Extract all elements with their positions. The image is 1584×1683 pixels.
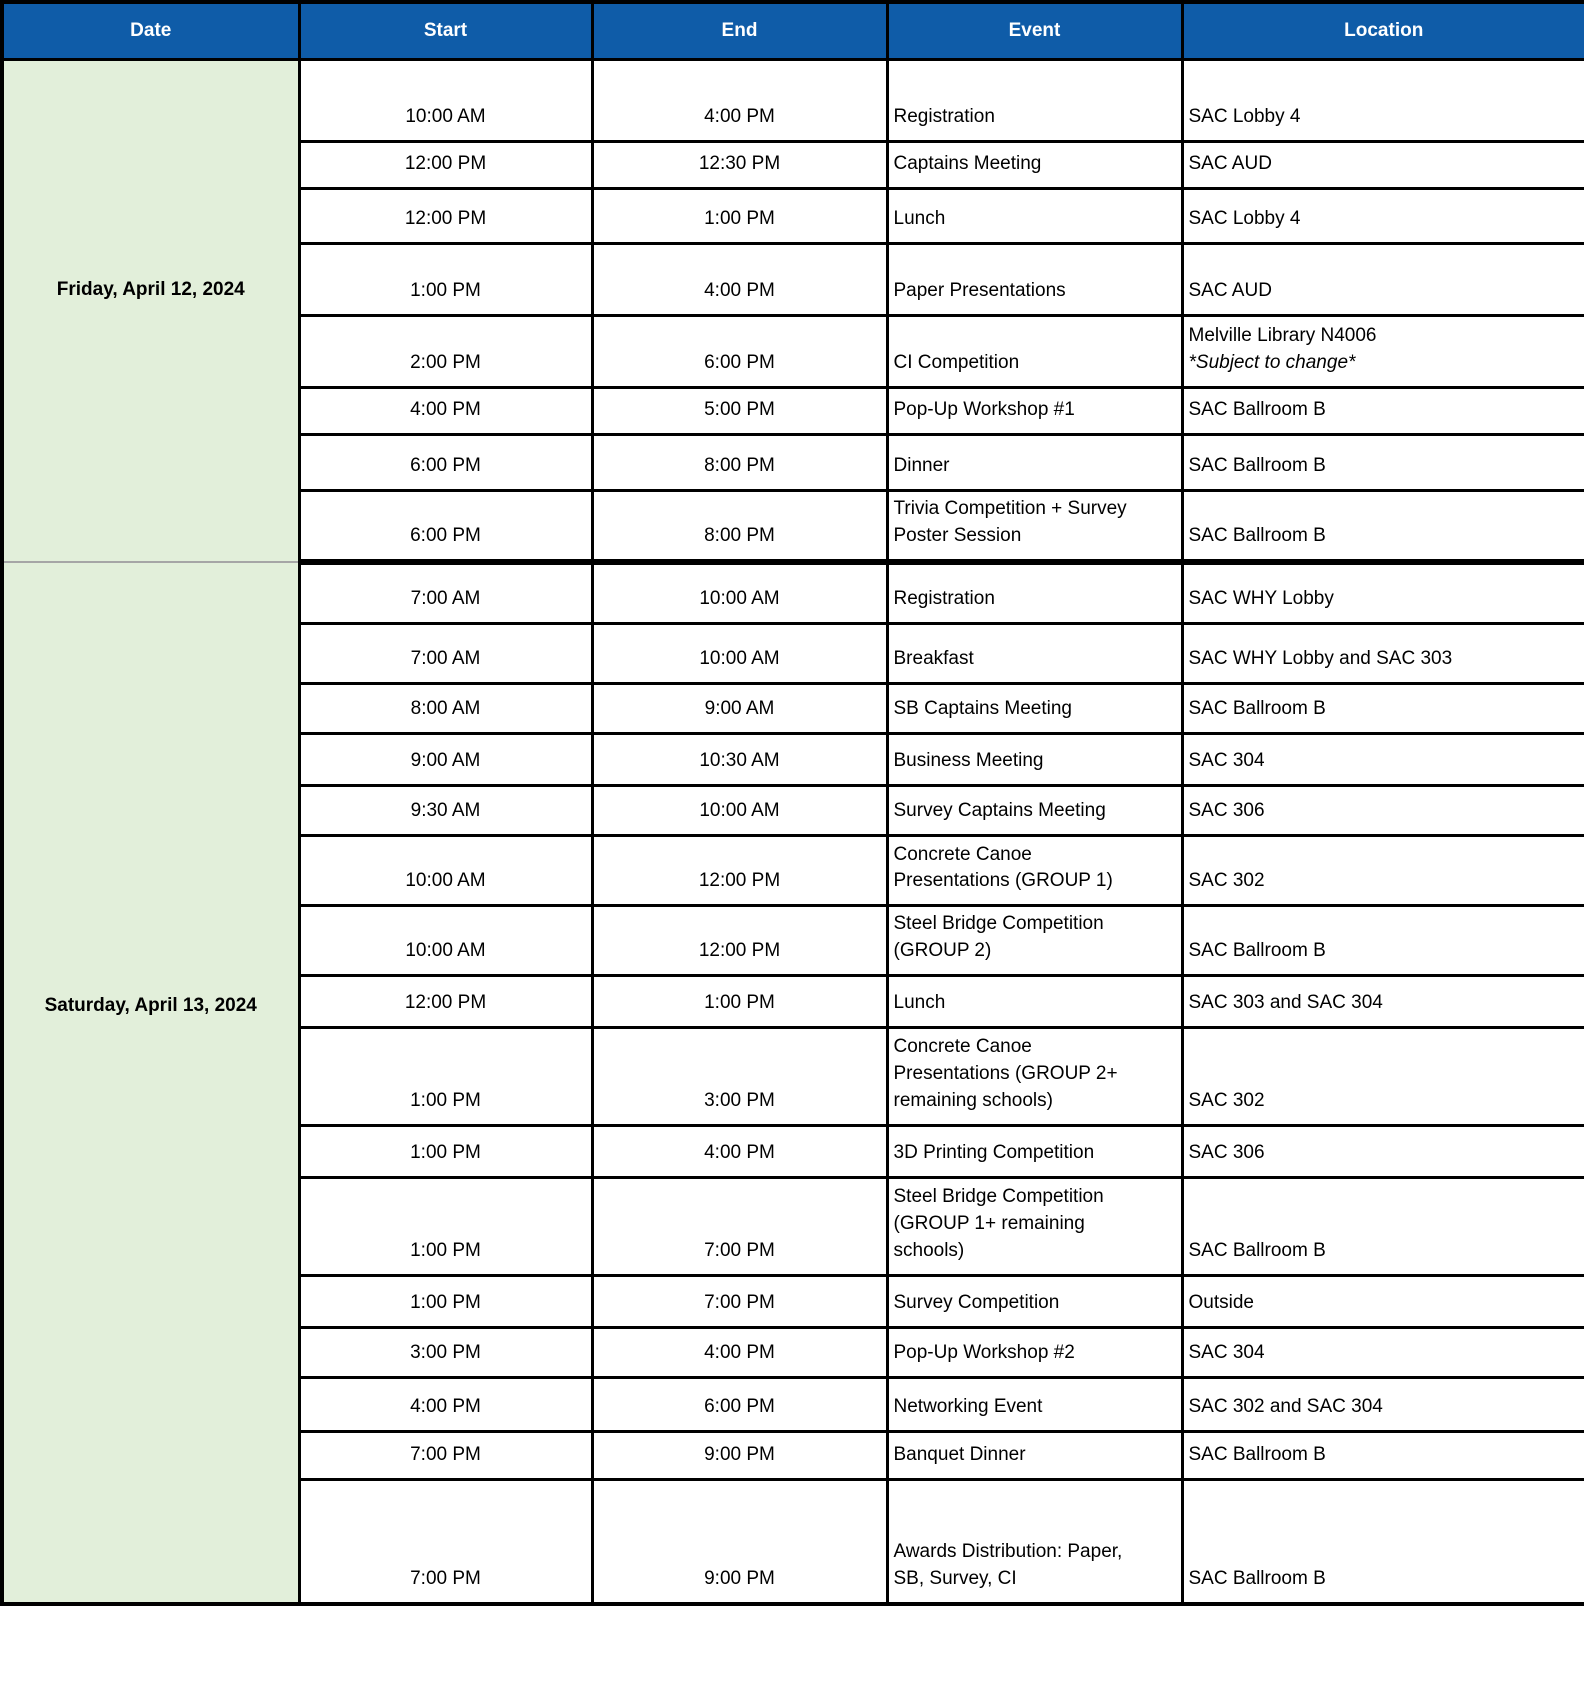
location-cell-text: SAC Ballroom B bbox=[1188, 524, 1326, 546]
event-cell bbox=[887, 624, 1182, 684]
start-time-cell-text: 10:00 AM bbox=[405, 870, 486, 892]
end-time-cell-text: 6:00 PM bbox=[704, 352, 775, 374]
event-cell bbox=[887, 1480, 1182, 1604]
end-time-cell-text: 8:00 PM bbox=[704, 455, 775, 477]
location-cell bbox=[1182, 142, 1584, 189]
start-time-cell bbox=[299, 684, 592, 734]
start-time-cell-text: 7:00 PM bbox=[410, 1444, 481, 1466]
event-cell-text: Networking Event bbox=[893, 1396, 1043, 1418]
start-time-cell-text: 10:00 AM bbox=[405, 940, 486, 962]
start-time-cell-text: 6:00 PM bbox=[410, 524, 481, 546]
end-time-cell-text: 12:30 PM bbox=[698, 153, 781, 175]
location-cell-text: SAC Ballroom B bbox=[1188, 1240, 1326, 1262]
event-cell-text: CI Competition bbox=[893, 352, 1020, 374]
start-time-cell bbox=[299, 60, 592, 142]
location-cell bbox=[1182, 1432, 1584, 1480]
schedule-body bbox=[2, 60, 1584, 1604]
event-cell bbox=[887, 1028, 1182, 1126]
end-time-cell-text: 8:00 PM bbox=[704, 524, 775, 546]
location-cell bbox=[1182, 684, 1584, 734]
location-cell-text: SAC WHY Lobby bbox=[1188, 588, 1334, 610]
column-header-start: Start bbox=[299, 2, 592, 60]
location-cell-text: SAC WHY Lobby and SAC 303 bbox=[1188, 648, 1453, 670]
start-time-cell-text: 1:00 PM bbox=[410, 1292, 481, 1314]
location-cell bbox=[1182, 836, 1584, 906]
event-cell-text: Banquet Dinner bbox=[893, 1444, 1026, 1466]
location-cell-text: Melville Library N4006 bbox=[1188, 325, 1377, 347]
event-cell-text: Awards Distribution: Paper, SB, Survey, CI bbox=[893, 1540, 1123, 1589]
location-cell-text: SAC Ballroom B bbox=[1188, 1444, 1326, 1466]
end-time-cell-text: 9:00 AM bbox=[704, 698, 775, 720]
event-cell-text: Steel Bridge Competition (GROUP 1+ remaining schools) bbox=[893, 1186, 1104, 1262]
location-cell-text: SAC Ballroom B bbox=[1188, 399, 1326, 421]
location-cell bbox=[1182, 244, 1584, 316]
location-cell-text: SAC 304 bbox=[1188, 750, 1265, 772]
location-cell-text: SAC Ballroom B bbox=[1188, 698, 1326, 720]
start-time-cell-text: 7:00 PM bbox=[410, 1567, 481, 1589]
event-cell-text: SB Captains Meeting bbox=[893, 698, 1072, 720]
start-time-cell bbox=[299, 786, 592, 836]
event-cell-text: Lunch bbox=[893, 992, 946, 1014]
location-cell bbox=[1182, 189, 1584, 244]
location-cell-text: SAC 302 and SAC 304 bbox=[1188, 1396, 1383, 1418]
location-cell bbox=[1182, 786, 1584, 836]
end-time-cell bbox=[592, 1432, 887, 1480]
start-time-cell-text: 4:00 PM bbox=[410, 1396, 481, 1418]
location-cell bbox=[1182, 435, 1584, 491]
start-time-cell bbox=[299, 1480, 592, 1604]
start-time-cell bbox=[299, 316, 592, 388]
event-cell-text: Dinner bbox=[893, 455, 950, 477]
column-header-end: End bbox=[592, 2, 887, 60]
location-cell bbox=[1182, 734, 1584, 786]
end-time-cell bbox=[592, 836, 887, 906]
start-time-cell-text: 8:00 AM bbox=[410, 698, 481, 720]
location-cell bbox=[1182, 562, 1584, 624]
schedule-header bbox=[2, 2, 1584, 60]
end-time-cell-text: 1:00 PM bbox=[704, 208, 775, 230]
event-cell-text: Paper Presentations bbox=[893, 280, 1066, 302]
end-time-cell-text: 4:00 PM bbox=[704, 106, 775, 128]
event-cell bbox=[887, 562, 1182, 624]
event-cell-text: Pop-Up Workshop #2 bbox=[893, 1342, 1075, 1364]
event-cell bbox=[887, 734, 1182, 786]
event-cell-text: Business Meeting bbox=[893, 750, 1044, 772]
end-time-cell bbox=[592, 316, 887, 388]
end-time-cell bbox=[592, 1480, 887, 1604]
start-time-cell-text: 12:00 PM bbox=[404, 208, 487, 230]
start-time-cell-text: 10:00 AM bbox=[405, 106, 486, 128]
location-cell bbox=[1182, 1378, 1584, 1432]
end-time-cell-text: 12:00 PM bbox=[698, 870, 781, 892]
location-cell-text: SAC 306 bbox=[1188, 1142, 1265, 1164]
end-time-cell-text: 10:00 AM bbox=[699, 588, 780, 610]
location-cell-text: SAC 304 bbox=[1188, 1342, 1265, 1364]
end-time-cell-text: 9:00 PM bbox=[704, 1444, 775, 1466]
end-time-cell bbox=[592, 388, 887, 435]
event-cell bbox=[887, 684, 1182, 734]
start-time-cell bbox=[299, 1126, 592, 1178]
event-cell bbox=[887, 316, 1182, 388]
start-time-cell bbox=[299, 906, 592, 976]
location-cell bbox=[1182, 976, 1584, 1028]
event-cell bbox=[887, 906, 1182, 976]
start-time-cell bbox=[299, 1028, 592, 1126]
schedule-row bbox=[2, 60, 1584, 142]
start-time-cell-text: 12:00 PM bbox=[404, 992, 487, 1014]
location-cell bbox=[1182, 1126, 1584, 1178]
end-time-cell-text: 6:00 PM bbox=[704, 1396, 775, 1418]
end-time-cell bbox=[592, 1328, 887, 1378]
location-cell-text: SAC AUD bbox=[1188, 280, 1272, 302]
end-time-cell-text: 10:00 AM bbox=[699, 800, 780, 822]
start-time-cell-text: 1:00 PM bbox=[410, 1090, 481, 1112]
end-time-cell-text: 3:00 PM bbox=[704, 1090, 775, 1112]
start-time-cell-text: 7:00 AM bbox=[410, 648, 481, 670]
end-time-cell bbox=[592, 60, 887, 142]
start-time-cell-text: 3:00 PM bbox=[410, 1342, 481, 1364]
location-cell-text: SAC Lobby 4 bbox=[1188, 208, 1301, 230]
event-cell bbox=[887, 1178, 1182, 1276]
start-time-cell bbox=[299, 624, 592, 684]
end-time-cell-text: 4:00 PM bbox=[704, 1142, 775, 1164]
event-cell-text: Survey Competition bbox=[893, 1292, 1060, 1314]
start-time-cell-text: 6:00 PM bbox=[410, 455, 481, 477]
location-cell bbox=[1182, 1276, 1584, 1328]
end-time-cell bbox=[592, 976, 887, 1028]
end-time-cell-text: 10:30 AM bbox=[699, 750, 780, 772]
start-time-cell bbox=[299, 435, 592, 491]
header-row bbox=[2, 2, 1584, 60]
end-time-cell bbox=[592, 1178, 887, 1276]
start-time-cell bbox=[299, 1328, 592, 1378]
start-time-cell bbox=[299, 976, 592, 1028]
column-header-event: Event bbox=[887, 2, 1182, 60]
end-time-cell-text: 7:00 PM bbox=[704, 1292, 775, 1314]
location-cell-text: SAC 302 bbox=[1188, 870, 1265, 892]
start-time-cell-text: 4:00 PM bbox=[410, 399, 481, 421]
event-cell bbox=[887, 244, 1182, 316]
end-time-cell-text: 4:00 PM bbox=[704, 1342, 775, 1364]
end-time-cell bbox=[592, 906, 887, 976]
event-cell bbox=[887, 1126, 1182, 1178]
event-cell-text: 3D Printing Competition bbox=[893, 1142, 1095, 1164]
location-cell bbox=[1182, 60, 1584, 142]
event-cell bbox=[887, 142, 1182, 189]
event-cell bbox=[887, 189, 1182, 244]
event-cell-text: Breakfast bbox=[893, 648, 974, 670]
end-time-cell bbox=[592, 624, 887, 684]
end-time-cell bbox=[592, 142, 887, 189]
end-time-cell bbox=[592, 1028, 887, 1126]
end-time-cell-text: 7:00 PM bbox=[704, 1240, 775, 1262]
start-time-cell bbox=[299, 491, 592, 562]
end-time-cell bbox=[592, 244, 887, 316]
event-cell-text: Captains Meeting bbox=[893, 153, 1042, 175]
end-time-cell bbox=[592, 189, 887, 244]
event-cell bbox=[887, 1328, 1182, 1378]
end-time-cell bbox=[592, 1126, 887, 1178]
location-cell bbox=[1182, 1328, 1584, 1378]
location-cell bbox=[1182, 1178, 1584, 1276]
start-time-cell-text: 9:00 AM bbox=[410, 750, 481, 772]
location-cell bbox=[1182, 1480, 1584, 1604]
column-header-location: Location bbox=[1182, 2, 1584, 60]
end-time-cell bbox=[592, 786, 887, 836]
end-time-cell-text: 12:00 PM bbox=[698, 940, 781, 962]
end-time-cell bbox=[592, 435, 887, 491]
event-cell-text: Trivia Competition + Survey Poster Session bbox=[893, 498, 1127, 546]
end-time-cell-text: 4:00 PM bbox=[704, 280, 775, 302]
location-cell-text: SAC 302 bbox=[1188, 1090, 1265, 1112]
event-cell-text: Registration bbox=[893, 588, 995, 610]
event-cell-text: Pop-Up Workshop #1 bbox=[893, 399, 1075, 421]
start-time-cell-text: 12:00 PM bbox=[404, 153, 487, 175]
location-cell-text: SAC AUD bbox=[1188, 153, 1272, 175]
start-time-cell bbox=[299, 1178, 592, 1276]
start-time-cell-text: 1:00 PM bbox=[410, 1240, 481, 1262]
date-cell: Friday, April 12, 2024 bbox=[2, 60, 299, 562]
start-time-cell bbox=[299, 244, 592, 316]
location-cell bbox=[1182, 624, 1584, 684]
end-time-cell bbox=[592, 1378, 887, 1432]
location-cell-text: SAC Ballroom B bbox=[1188, 940, 1326, 962]
start-time-cell bbox=[299, 562, 592, 624]
start-time-cell bbox=[299, 1378, 592, 1432]
event-cell bbox=[887, 388, 1182, 435]
event-cell-text: Steel Bridge Competition (GROUP 2) bbox=[893, 913, 1104, 962]
event-cell bbox=[887, 491, 1182, 562]
event-cell bbox=[887, 1276, 1182, 1328]
start-time-cell-text: 2:00 PM bbox=[410, 352, 481, 374]
location-cell bbox=[1182, 906, 1584, 976]
end-time-cell bbox=[592, 1276, 887, 1328]
location-cell-text: Outside bbox=[1188, 1292, 1254, 1314]
end-time-cell bbox=[592, 734, 887, 786]
location-cell-text: SAC Ballroom B bbox=[1188, 455, 1326, 477]
start-time-cell-text: 1:00 PM bbox=[410, 1142, 481, 1164]
start-time-cell bbox=[299, 388, 592, 435]
column-header-date: Date bbox=[2, 2, 299, 60]
location-cell bbox=[1182, 388, 1584, 435]
end-time-cell-text: 1:00 PM bbox=[704, 992, 775, 1014]
event-cell bbox=[887, 1432, 1182, 1480]
end-time-cell bbox=[592, 562, 887, 624]
start-time-cell bbox=[299, 836, 592, 906]
start-time-cell-text: 7:00 AM bbox=[410, 588, 481, 610]
start-time-cell bbox=[299, 142, 592, 189]
start-time-cell bbox=[299, 1432, 592, 1480]
end-time-cell-text: 10:00 AM bbox=[699, 648, 780, 670]
event-cell bbox=[887, 435, 1182, 491]
location-cell-text: SAC 303 and SAC 304 bbox=[1188, 992, 1383, 1014]
location-cell bbox=[1182, 1028, 1584, 1126]
location-cell-text: SAC Ballroom B bbox=[1188, 1567, 1326, 1589]
start-time-cell-text: 9:30 AM bbox=[410, 800, 481, 822]
schedule-row bbox=[2, 562, 1584, 624]
event-cell-text: Lunch bbox=[893, 208, 946, 230]
date-cell: Saturday, April 13, 2024 bbox=[2, 562, 299, 1604]
end-time-cell-text: 5:00 PM bbox=[704, 399, 775, 421]
event-cell bbox=[887, 786, 1182, 836]
event-cell bbox=[887, 976, 1182, 1028]
location-note: *Subject to change* bbox=[1188, 352, 1356, 374]
event-cell-text: Concrete Canoe Presentations (GROUP 2+ remaining schools) bbox=[893, 1036, 1118, 1112]
location-cell bbox=[1182, 316, 1584, 388]
event-cell bbox=[887, 1378, 1182, 1432]
end-time-cell-text: 9:00 PM bbox=[704, 1567, 775, 1589]
location-cell-text: SAC Lobby 4 bbox=[1188, 106, 1301, 128]
event-cell bbox=[887, 836, 1182, 906]
location-cell-text: SAC 306 bbox=[1188, 800, 1265, 822]
event-cell-text: Concrete Canoe Presentations (GROUP 1) bbox=[893, 843, 1113, 892]
event-cell bbox=[887, 60, 1182, 142]
start-time-cell bbox=[299, 189, 592, 244]
end-time-cell bbox=[592, 491, 887, 562]
start-time-cell-text: 1:00 PM bbox=[410, 280, 481, 302]
start-time-cell bbox=[299, 1276, 592, 1328]
start-time-cell bbox=[299, 734, 592, 786]
location-cell bbox=[1182, 491, 1584, 562]
event-cell-text: Survey Captains Meeting bbox=[893, 800, 1106, 822]
event-cell-text: Registration bbox=[893, 106, 995, 128]
end-time-cell bbox=[592, 684, 887, 734]
